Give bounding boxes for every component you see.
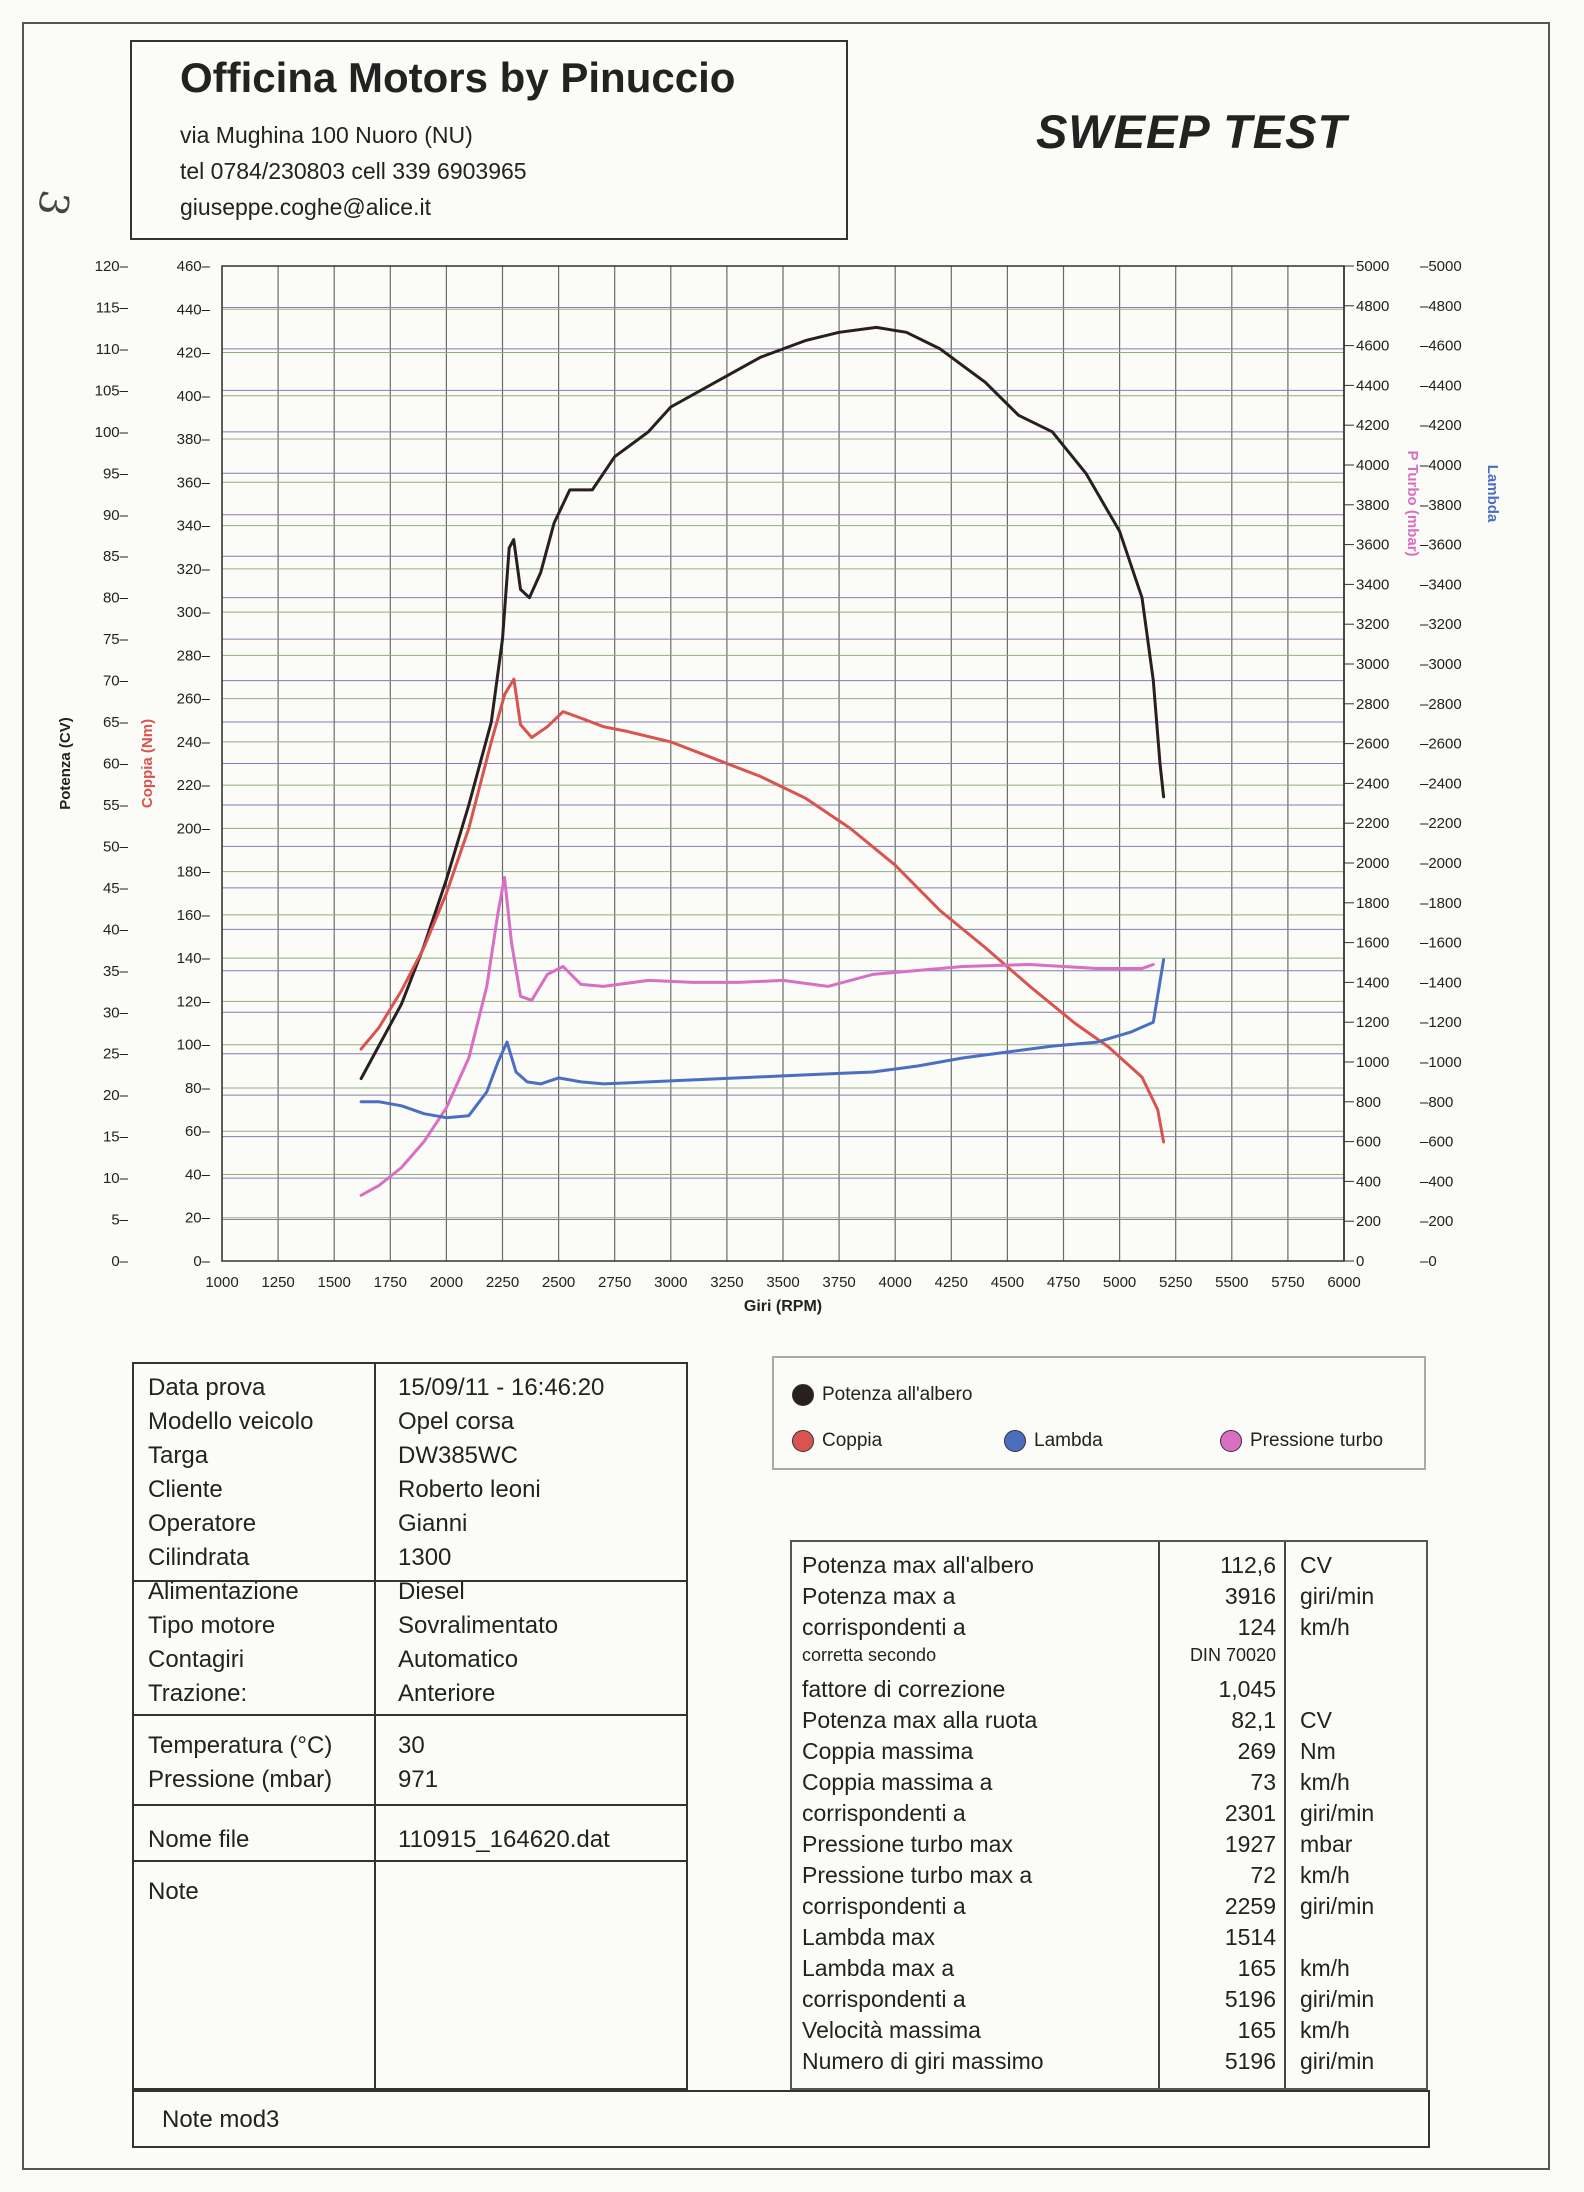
p-turbo-tick-label: 1400: [1356, 974, 1390, 992]
coppia-tick-label: 460–: [176, 258, 210, 275]
x-tick-label: 5500: [1215, 1274, 1249, 1291]
coppia-tick-label: 440–: [176, 301, 210, 319]
x-axis-label: Giri (RPM): [743, 1298, 823, 1315]
x-tick-label: 2250: [485, 1274, 520, 1291]
potenza-tick-label: 10–: [102, 1170, 128, 1188]
lambda-tick-label: –4600: [1420, 337, 1462, 355]
result-value: 165: [1237, 2017, 1276, 2043]
info-key: Note: [148, 1878, 199, 1905]
result-unit: giri/min: [1300, 1800, 1375, 1826]
p-turbo-tick-label: 4000: [1356, 457, 1390, 474]
result-unit: km/h: [1300, 1769, 1350, 1795]
result-row: [792, 1986, 1426, 2016]
result-key: Pressione turbo max a: [802, 1862, 1033, 1888]
info-key: Cilindrata: [148, 1544, 250, 1571]
info-row: [148, 1646, 686, 1678]
lambda-tick-label: –3600: [1420, 536, 1462, 554]
lambda-tick-label: –3400: [1420, 576, 1462, 594]
result-value: 72: [1250, 1862, 1276, 1888]
result-unit: CV: [1300, 1707, 1332, 1733]
lambda-tick-label: –1400: [1420, 974, 1462, 992]
result-value: 1927: [1224, 1831, 1276, 1857]
potenza-tick-label: 75–: [102, 631, 128, 649]
results-table: [790, 1540, 1428, 2090]
coppia-tick-label: 120–: [176, 993, 210, 1011]
x-tick-label: 4000: [878, 1274, 912, 1291]
x-tick-label: 4750: [1046, 1274, 1081, 1291]
result-row: [792, 1552, 1426, 1582]
info-key: Targa: [148, 1442, 209, 1469]
result-row: [792, 2048, 1426, 2078]
coppia-tick-label: 320–: [176, 560, 210, 578]
company-name: Officina Motors by Pinuccio: [180, 54, 736, 101]
result-value: DIN 70020: [1189, 1645, 1276, 1665]
coppia-tick-label: 280–: [176, 647, 210, 665]
coppia-tick-label: 100–: [176, 1036, 210, 1054]
coppia-tick-label: 20–: [184, 1209, 210, 1227]
footer-note-text: Note mod3: [162, 2106, 280, 2133]
lambda-tick-label: –4200: [1420, 417, 1462, 435]
p-turbo-tick-label: 1600: [1356, 934, 1390, 952]
potenza-tick-label: 20–: [102, 1087, 128, 1105]
coppia-tick-label: 220–: [176, 777, 210, 795]
x-tick-label: 3500: [766, 1274, 800, 1291]
info-key: Cliente: [148, 1476, 223, 1503]
p-turbo-tick-label: 800: [1356, 1093, 1382, 1111]
series-coppia-line: [361, 679, 1164, 1142]
lambda-tick-label: –800: [1420, 1093, 1454, 1111]
p-turbo-tick-label: 4400: [1356, 377, 1390, 395]
coppia-tick-label: 400–: [176, 387, 210, 405]
p-turbo-tick-label: 4800: [1356, 297, 1390, 315]
legend-entry-lambda: Lambda: [1004, 1430, 1103, 1452]
lambda-tick-label: –3000: [1420, 656, 1462, 673]
result-unit: km/h: [1300, 1614, 1350, 1640]
p-turbo-tick-label: 3000: [1356, 656, 1390, 673]
info-row: [148, 1680, 686, 1712]
result-key: Lambda max: [802, 1924, 935, 1950]
info-value: Roberto leoni: [398, 1476, 541, 1503]
result-key: Coppia massima: [802, 1738, 974, 1764]
potenza-tick-label: 105–: [94, 382, 128, 400]
lambda-tick-label: –1800: [1420, 894, 1462, 912]
p-turbo-tick-label: 2400: [1356, 775, 1390, 793]
company-email: giuseppe.coghe@alice.it: [180, 194, 431, 220]
info-section-divider: [134, 1580, 686, 1582]
lambda-tick-label: –2200: [1420, 815, 1462, 833]
result-key: corrispondenti a: [802, 1893, 966, 1919]
coppia-tick-label: 360–: [176, 474, 210, 492]
result-unit: CV: [1300, 1552, 1332, 1578]
info-key: Pressione (mbar): [148, 1766, 333, 1793]
info-value: Sovralimentato: [398, 1612, 559, 1639]
info-value: Opel corsa: [398, 1408, 515, 1435]
info-row: [148, 1732, 686, 1764]
lambda-tick-label: –2600: [1420, 735, 1462, 753]
lambda-tick-label: –600: [1420, 1133, 1454, 1151]
legend-entry-coppia: Coppia: [792, 1430, 882, 1452]
result-row: [792, 1924, 1426, 1954]
info-key: Data prova: [148, 1374, 266, 1401]
x-tick-label: 4500: [990, 1274, 1025, 1291]
lambda-tick-label: –2000: [1420, 855, 1462, 872]
info-row: [148, 1476, 686, 1508]
legend-swatch: [792, 1430, 814, 1452]
info-row: [148, 1442, 686, 1474]
potenza-axis-label: Potenza (CV): [57, 717, 74, 810]
potenza-tick-label: 0–: [111, 1253, 128, 1270]
potenza-tick-label: 110–: [95, 340, 128, 358]
info-key: Tipo motore: [148, 1612, 276, 1639]
p-turbo-tick-label: 2600: [1356, 735, 1390, 753]
legend-entry-potenza: Potenza all'albero: [792, 1384, 972, 1406]
result-row: [792, 1676, 1426, 1706]
info-section-divider: [134, 1714, 686, 1716]
p-turbo-tick-label: 5000: [1356, 258, 1390, 275]
company-header: [130, 40, 848, 240]
result-row: [792, 2017, 1426, 2047]
info-row: [148, 1766, 686, 1798]
p-turbo-tick-label: 3200: [1356, 616, 1390, 634]
coppia-tick-label: 380–: [176, 431, 210, 449]
info-key: Alimentazione: [148, 1578, 299, 1605]
info-row: [148, 1612, 686, 1644]
potenza-tick-label: 80–: [102, 589, 128, 607]
lambda-tick-label: –200: [1420, 1213, 1454, 1231]
lambda-tick-label: –4800: [1420, 297, 1462, 315]
result-key: fattore di correzione: [802, 1676, 1006, 1702]
potenza-tick-label: 30–: [102, 1004, 128, 1022]
result-value: 124: [1237, 1614, 1276, 1640]
coppia-tick-label: 240–: [176, 733, 210, 751]
result-key: corrispondenti a: [802, 1800, 966, 1826]
info-section-divider: [134, 1860, 686, 1862]
coppia-tick-label: 0–: [193, 1253, 210, 1270]
result-value: 269: [1237, 1738, 1276, 1764]
info-key: Nome file: [148, 1826, 250, 1853]
handwritten-mark: 3: [27, 186, 78, 220]
potenza-tick-label: 45–: [102, 879, 128, 897]
result-key: corretta secondo: [802, 1645, 937, 1665]
info-value: Diesel: [398, 1578, 465, 1605]
result-unit: giri/min: [1300, 1986, 1375, 2012]
info-row: [148, 1878, 686, 1910]
x-tick-label: 1250: [261, 1274, 295, 1291]
result-key: corrispondenti a: [802, 1986, 966, 2012]
result-key: Potenza max alla ruota: [802, 1707, 1038, 1733]
result-unit: km/h: [1300, 2017, 1350, 2043]
p-turbo-tick-label: 0: [1356, 1253, 1365, 1270]
footer-note: [132, 2090, 1430, 2148]
result-key: Potenza max a: [802, 1583, 956, 1609]
x-tick-label: 3750: [822, 1274, 856, 1291]
p-turbo-tick-label: 400: [1356, 1173, 1382, 1191]
coppia-tick-label: 40–: [184, 1166, 210, 1184]
potenza-tick-label: 65–: [102, 714, 128, 732]
info-value: 15/09/11 - 16:46:20: [398, 1374, 605, 1401]
result-row: [792, 1614, 1426, 1644]
series-lambda-line: [361, 960, 1164, 1118]
potenza-tick-label: 90–: [102, 506, 128, 524]
series-pressione-turbo-line: [361, 878, 1153, 1196]
x-tick-label: 5000: [1102, 1274, 1137, 1291]
p-turbo-tick-label: 3600: [1356, 536, 1390, 554]
x-tick-label: 2750: [598, 1274, 632, 1291]
company-phones: tel 0784/230803 cell 339 6903965: [180, 158, 527, 184]
info-key: Modello veicolo: [148, 1408, 314, 1435]
p-turbo-tick-label: 2200: [1356, 815, 1390, 833]
info-row: [148, 1374, 686, 1406]
result-unit: km/h: [1300, 1955, 1350, 1981]
x-tick-label: 4250: [934, 1274, 968, 1291]
info-value: Anteriore: [398, 1680, 496, 1707]
chart-legend: [772, 1356, 1426, 1470]
result-unit: Nm: [1300, 1738, 1336, 1764]
p-turbo-tick-label: 1000: [1356, 1054, 1390, 1071]
p-turbo-tick-label: 4600: [1356, 337, 1390, 355]
legend-swatch: [792, 1384, 814, 1406]
vehicle-info-table: [132, 1362, 688, 2090]
x-tick-label: 1750: [373, 1274, 407, 1291]
result-value: 112,6: [1220, 1552, 1276, 1578]
coppia-tick-label: 60–: [184, 1123, 210, 1141]
lambda-tick-label: –400: [1420, 1173, 1454, 1191]
lambda-tick-label: –2400: [1420, 775, 1462, 793]
x-tick-label: 6000: [1327, 1274, 1361, 1291]
result-key: Pressione turbo max: [802, 1831, 1013, 1857]
lambda-tick-label: –0: [1420, 1253, 1437, 1270]
x-tick-label: 3250: [710, 1274, 744, 1291]
result-key: corrispondenti a: [802, 1614, 966, 1640]
x-tick-label: 5250: [1159, 1274, 1193, 1291]
potenza-tick-label: 15–: [102, 1128, 128, 1146]
lambda-tick-label: –2800: [1420, 695, 1462, 713]
x-tick-label: 2500: [541, 1274, 576, 1291]
result-unit: km/h: [1300, 1862, 1350, 1888]
legend-swatch: [1004, 1430, 1026, 1452]
info-section-divider: [134, 1804, 686, 1806]
coppia-tick-label: 160–: [176, 906, 210, 924]
lambda-tick-label: –4400: [1420, 377, 1462, 395]
p-turbo-tick-label: 1800: [1356, 894, 1390, 912]
info-key: Trazione:: [148, 1680, 248, 1707]
lambda-tick-label: –1600: [1420, 934, 1462, 952]
p-turbo-tick-label: 4200: [1356, 417, 1390, 435]
info-key: Contagiri: [148, 1646, 245, 1673]
p-turbo-tick-label: 2000: [1356, 855, 1390, 872]
x-tick-label: 2000: [429, 1274, 464, 1291]
result-value: 82,1: [1231, 1707, 1276, 1733]
x-tick-label: 1500: [317, 1274, 351, 1291]
info-value: 30: [398, 1732, 425, 1759]
lambda-tick-label: –4000: [1420, 457, 1462, 474]
result-key: Potenza max all'albero: [802, 1552, 1034, 1578]
potenza-tick-label: 5–: [111, 1211, 128, 1229]
result-row: [792, 1862, 1426, 1892]
result-row: [792, 1645, 1426, 1675]
result-row: [792, 1800, 1426, 1830]
potenza-tick-label: 40–: [102, 921, 128, 939]
result-value: 5196: [1224, 1986, 1276, 2012]
info-row: [148, 1578, 686, 1610]
p-turbo-axis-label: P Turbo (mbar): [1404, 450, 1421, 557]
result-key: Lambda max a: [802, 1955, 955, 1981]
info-row: [148, 1510, 686, 1542]
result-row: [792, 1707, 1426, 1737]
potenza-tick-label: 35–: [102, 962, 128, 980]
result-value: 1514: [1224, 1924, 1276, 1950]
info-value: Automatico: [398, 1646, 519, 1673]
x-tick-label: 3000: [654, 1274, 688, 1291]
p-turbo-tick-label: 200: [1356, 1213, 1382, 1231]
lambda-tick-label: –5000: [1420, 258, 1462, 275]
coppia-tick-label: 180–: [176, 863, 210, 881]
result-value: 165: [1237, 1955, 1276, 1981]
result-unit: giri/min: [1300, 1583, 1375, 1609]
info-value: 971: [398, 1766, 439, 1793]
potenza-tick-label: 100–: [94, 423, 128, 441]
result-row: [792, 1583, 1426, 1613]
p-turbo-tick-label: 2800: [1356, 695, 1390, 713]
p-turbo-tick-label: 3400: [1356, 576, 1390, 594]
coppia-tick-label: 420–: [176, 344, 210, 362]
legend-entry-pressione-turbo: Pressione turbo: [1220, 1430, 1383, 1452]
result-key: Velocità massima: [802, 2017, 981, 2043]
lambda-tick-label: –3800: [1420, 496, 1462, 514]
coppia-tick-label: 300–: [176, 604, 210, 622]
result-value: 3916: [1224, 1583, 1276, 1609]
info-row: [148, 1544, 686, 1576]
info-value: 1300: [398, 1544, 452, 1571]
result-unit: mbar: [1300, 1831, 1353, 1857]
company-address: via Mughina 100 Nuoro (NU): [180, 122, 473, 148]
test-title: SWEEP TEST: [1036, 105, 1348, 158]
coppia-tick-label: 340–: [176, 517, 210, 535]
info-row: [148, 1826, 686, 1858]
p-turbo-tick-label: 3800: [1356, 496, 1390, 514]
coppia-tick-label: 140–: [176, 950, 210, 968]
lambda-tick-label: –1000: [1420, 1054, 1462, 1071]
potenza-tick-label: 70–: [102, 672, 128, 690]
x-tick-label: 5750: [1271, 1274, 1305, 1291]
result-key: Coppia massima a: [802, 1769, 993, 1795]
coppia-tick-label: 260–: [176, 690, 210, 708]
potenza-tick-label: 25–: [102, 1045, 128, 1063]
result-unit: giri/min: [1300, 1893, 1375, 1919]
p-turbo-tick-label: 600: [1356, 1133, 1382, 1151]
sweep-chart: [0, 250, 1584, 1340]
result-value: 5196: [1224, 2048, 1276, 2074]
result-unit: giri/min: [1300, 2048, 1375, 2074]
info-value: Gianni: [398, 1510, 468, 1537]
coppia-tick-label: 200–: [176, 820, 210, 838]
result-value: 2259: [1224, 1893, 1276, 1919]
legend-swatch: [1220, 1430, 1242, 1452]
info-row: [148, 1408, 686, 1440]
result-row: [792, 1738, 1426, 1768]
x-tick-label: 1000: [205, 1274, 239, 1291]
result-row: [792, 1831, 1426, 1861]
potenza-tick-label: 115–: [95, 299, 128, 317]
info-key: Temperatura (°C): [148, 1732, 333, 1759]
lambda-axis-label: Lambda: [1484, 464, 1501, 523]
potenza-tick-label: 120–: [94, 258, 128, 275]
info-key: Operatore: [148, 1510, 257, 1537]
potenza-tick-label: 95–: [102, 465, 128, 483]
coppia-axis-label: Coppia (Nm): [139, 718, 156, 809]
p-turbo-tick-label: 1200: [1356, 1014, 1390, 1032]
lambda-tick-label: –3200: [1420, 616, 1462, 634]
potenza-tick-label: 85–: [102, 548, 128, 566]
result-row: [792, 1769, 1426, 1799]
coppia-tick-label: 80–: [184, 1079, 210, 1097]
potenza-tick-label: 50–: [102, 838, 128, 856]
info-value: 110915_164620.dat: [398, 1826, 610, 1853]
lambda-tick-label: –1200: [1420, 1014, 1462, 1032]
result-value: 1,045: [1218, 1676, 1276, 1702]
result-key: Numero di giri massimo: [802, 2048, 1044, 2074]
potenza-tick-label: 55–: [102, 796, 128, 814]
potenza-tick-label: 60–: [102, 755, 128, 773]
result-value: 73: [1250, 1769, 1276, 1795]
info-value: DW385WC: [398, 1442, 519, 1469]
result-value: 2301: [1224, 1800, 1276, 1826]
result-row: [792, 1955, 1426, 1985]
result-row: [792, 1893, 1426, 1923]
